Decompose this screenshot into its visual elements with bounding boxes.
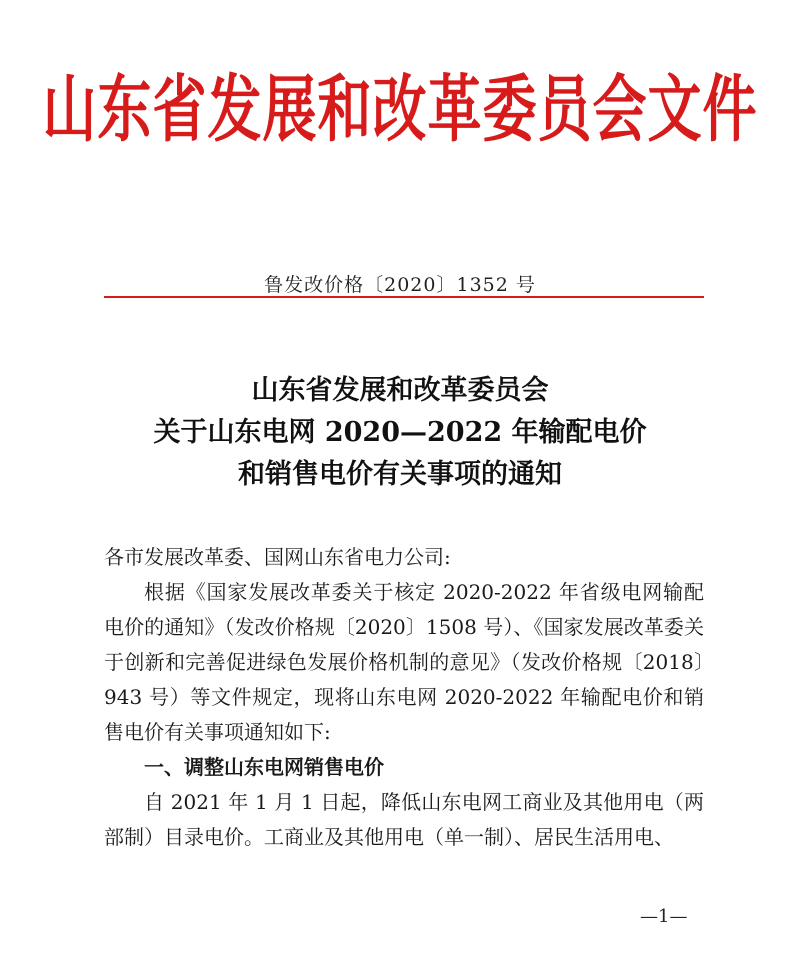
body-paragraph-2: 自 2021 年 1 月 1 日起，降低山东电网工商业及其他用电（两部制）目录电价。工商业及其他用电（单一制）、居民生活用电、 bbox=[104, 790, 704, 849]
notice-title-line-2: 关于山东电网 2020—2022 年输配电价 bbox=[153, 417, 647, 448]
notice-title-line-1: 山东省发展和改革委员会 bbox=[251, 375, 549, 406]
body-paragraph-1: 根据《国家发展改革委关于核定 2020-2022 年省级电网输配电价的通知》（发改价格规〔2020〕1508 号）、《国家发展改革委关于创新和完善促进绿色发展价格机制的意见》（发改价格规〔2018〕943 号）等文件规定，现将山东电网 2020-2022 年输配电价和销售电价有关事项通知如下: bbox=[104, 580, 704, 744]
document-header-title: 山东省发展和改革委员会文件 bbox=[42, 66, 758, 152]
salutation: 各市发展改革委、国网山东省电力公司: bbox=[104, 545, 451, 569]
red-divider-line bbox=[104, 296, 704, 298]
page-number: —1— bbox=[640, 906, 688, 927]
document-number: 鲁发改价格〔2020〕1352 号 bbox=[264, 274, 536, 296]
section-heading-1: 一、调整山东电网销售电价 bbox=[144, 755, 384, 779]
notice-title bbox=[0, 370, 800, 496]
document-body bbox=[104, 540, 704, 855]
notice-title-line-3: 和销售电价有关事项的通知 bbox=[238, 459, 562, 490]
